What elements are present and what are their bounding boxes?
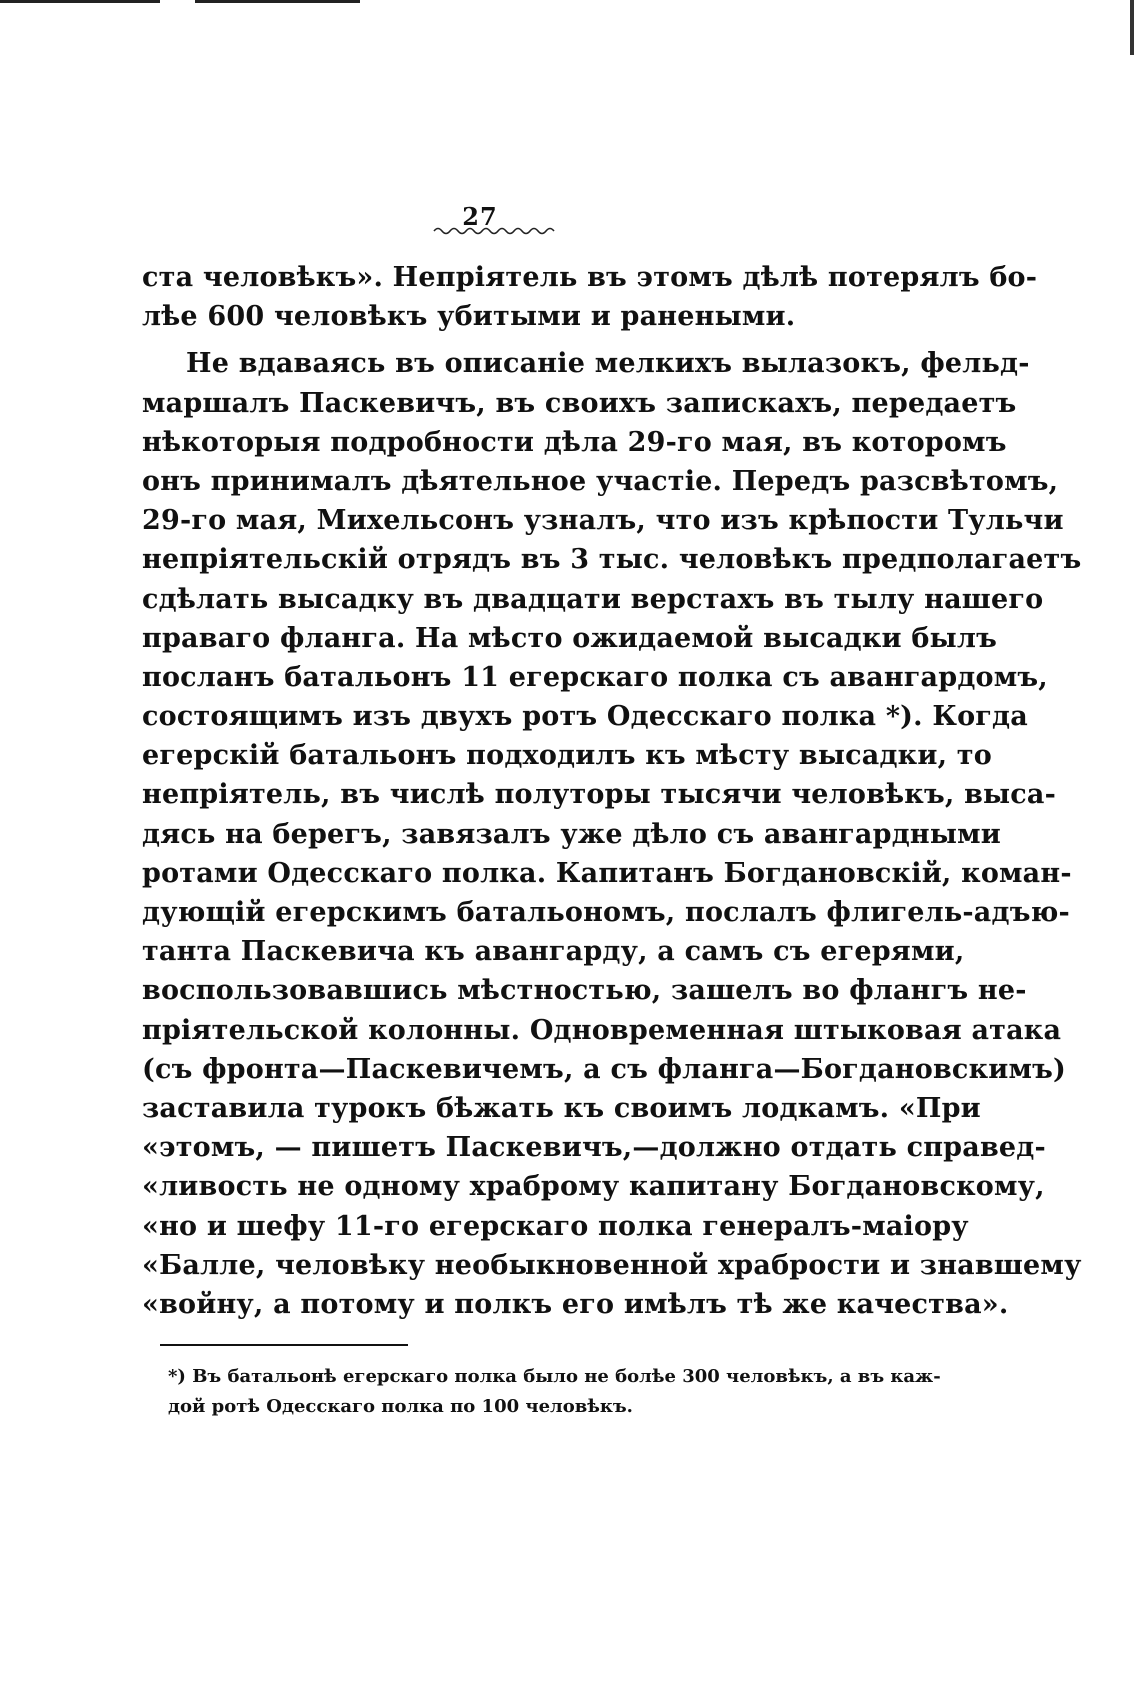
page-number-ornament <box>432 224 554 238</box>
body-line: непріятель, въ числѣ полуторы тысячи человѣкъ, выса- <box>142 779 1057 811</box>
body-line: праваго фланга. На мѣсто ожидаемой высадки былъ <box>142 622 998 654</box>
body-line: нѣкоторыя подробности дѣла 29-го мая, въ которомъ <box>142 426 1007 458</box>
page-number: 27 <box>462 202 498 231</box>
body-line: танта Паскевича къ авангарду, а самъ съ егерями, <box>142 936 965 968</box>
body-line: ротами Одесскаго полка. Капитанъ Богдановскій, коман- <box>142 857 1072 889</box>
body-line: «но и шефу 11-го егерскаго полка генералъ-маіору <box>142 1210 969 1242</box>
body-line: «ливость не одному храброму капитану Богдановскому, <box>142 1171 1045 1203</box>
body-line: дующій егерскимъ батальономъ, послалъ флигель-адъю- <box>142 897 1070 928</box>
footnote-line: дой ротѣ Одесскаго полка по 100 человѣкъ. <box>168 1396 633 1417</box>
body-line: воспользовавшись мѣстностью, зашелъ во флангъ не- <box>142 975 1027 1007</box>
body-line: пріятельской колонны. Одновременная штыковая атака <box>142 1014 1062 1046</box>
body-line: посланъ батальонъ 11 егерскаго полка съ авангардомъ, <box>142 661 1048 693</box>
body-line: онъ принималъ дѣятельное участіе. Передъ разсвѣтомъ, <box>142 465 1059 497</box>
body-text <box>142 258 1082 1324</box>
footnote-line: *) Въ батальонѣ егерскаго полка было не болѣе 300 человѣкъ, а въ каж- <box>168 1366 941 1387</box>
footnote <box>168 1362 941 1422</box>
body-line: состоящимъ изъ двухъ ротъ Одесскаго полка *). Когда <box>142 701 1028 733</box>
body-line: дясь на берегъ, завязалъ уже дѣло съ авангардными <box>142 818 1002 850</box>
body-line: егерскій батальонъ подходилъ къ мѣсту высадки, то <box>142 740 992 772</box>
top-edge-rule-left <box>0 0 160 3</box>
body-line: Не вдаваясь въ описаніе мелкихъ вылазокъ, фельд- <box>186 348 1030 380</box>
body-line: непріятельскій отрядъ въ 3 тыс. человѣкъ предполагаетъ <box>142 544 1082 576</box>
body-line: «войну, а потому и полкъ его имѣлъ тѣ же качества». <box>142 1288 1009 1320</box>
page-edge-mark <box>1130 0 1134 55</box>
body-line: лѣе 600 человѣкъ убитыми и ранеными. <box>142 301 796 333</box>
top-edge-rule-right <box>195 0 360 3</box>
body-line: сдѣлать высадку въ двадцати верстахъ въ тылу нашего <box>142 583 1044 615</box>
body-line: маршалъ Паскевичъ, въ своихъ запискахъ, передаетъ <box>142 387 1017 419</box>
body-line: (съ фронта—Паскевичемъ, а съ фланга—Богдановскимъ) <box>142 1053 1067 1085</box>
body-line: 29-го мая, Михельсонъ узналъ, что изъ крѣпости Тульчи <box>142 505 1064 537</box>
body-line: «Балле, человѣку необыкновенной храбрости и знавшему <box>142 1249 1082 1281</box>
body-line: «этомъ, — пишетъ Паскевичъ,—должно отдать справед- <box>142 1132 1046 1164</box>
body-line: заставила турокъ бѣжать къ своимъ лодкамъ. «При <box>142 1092 981 1124</box>
body-line: ста человѣкъ». Непріятель въ этомъ дѣлѣ потерялъ бо- <box>142 262 1038 293</box>
footnote-divider <box>160 1344 408 1346</box>
